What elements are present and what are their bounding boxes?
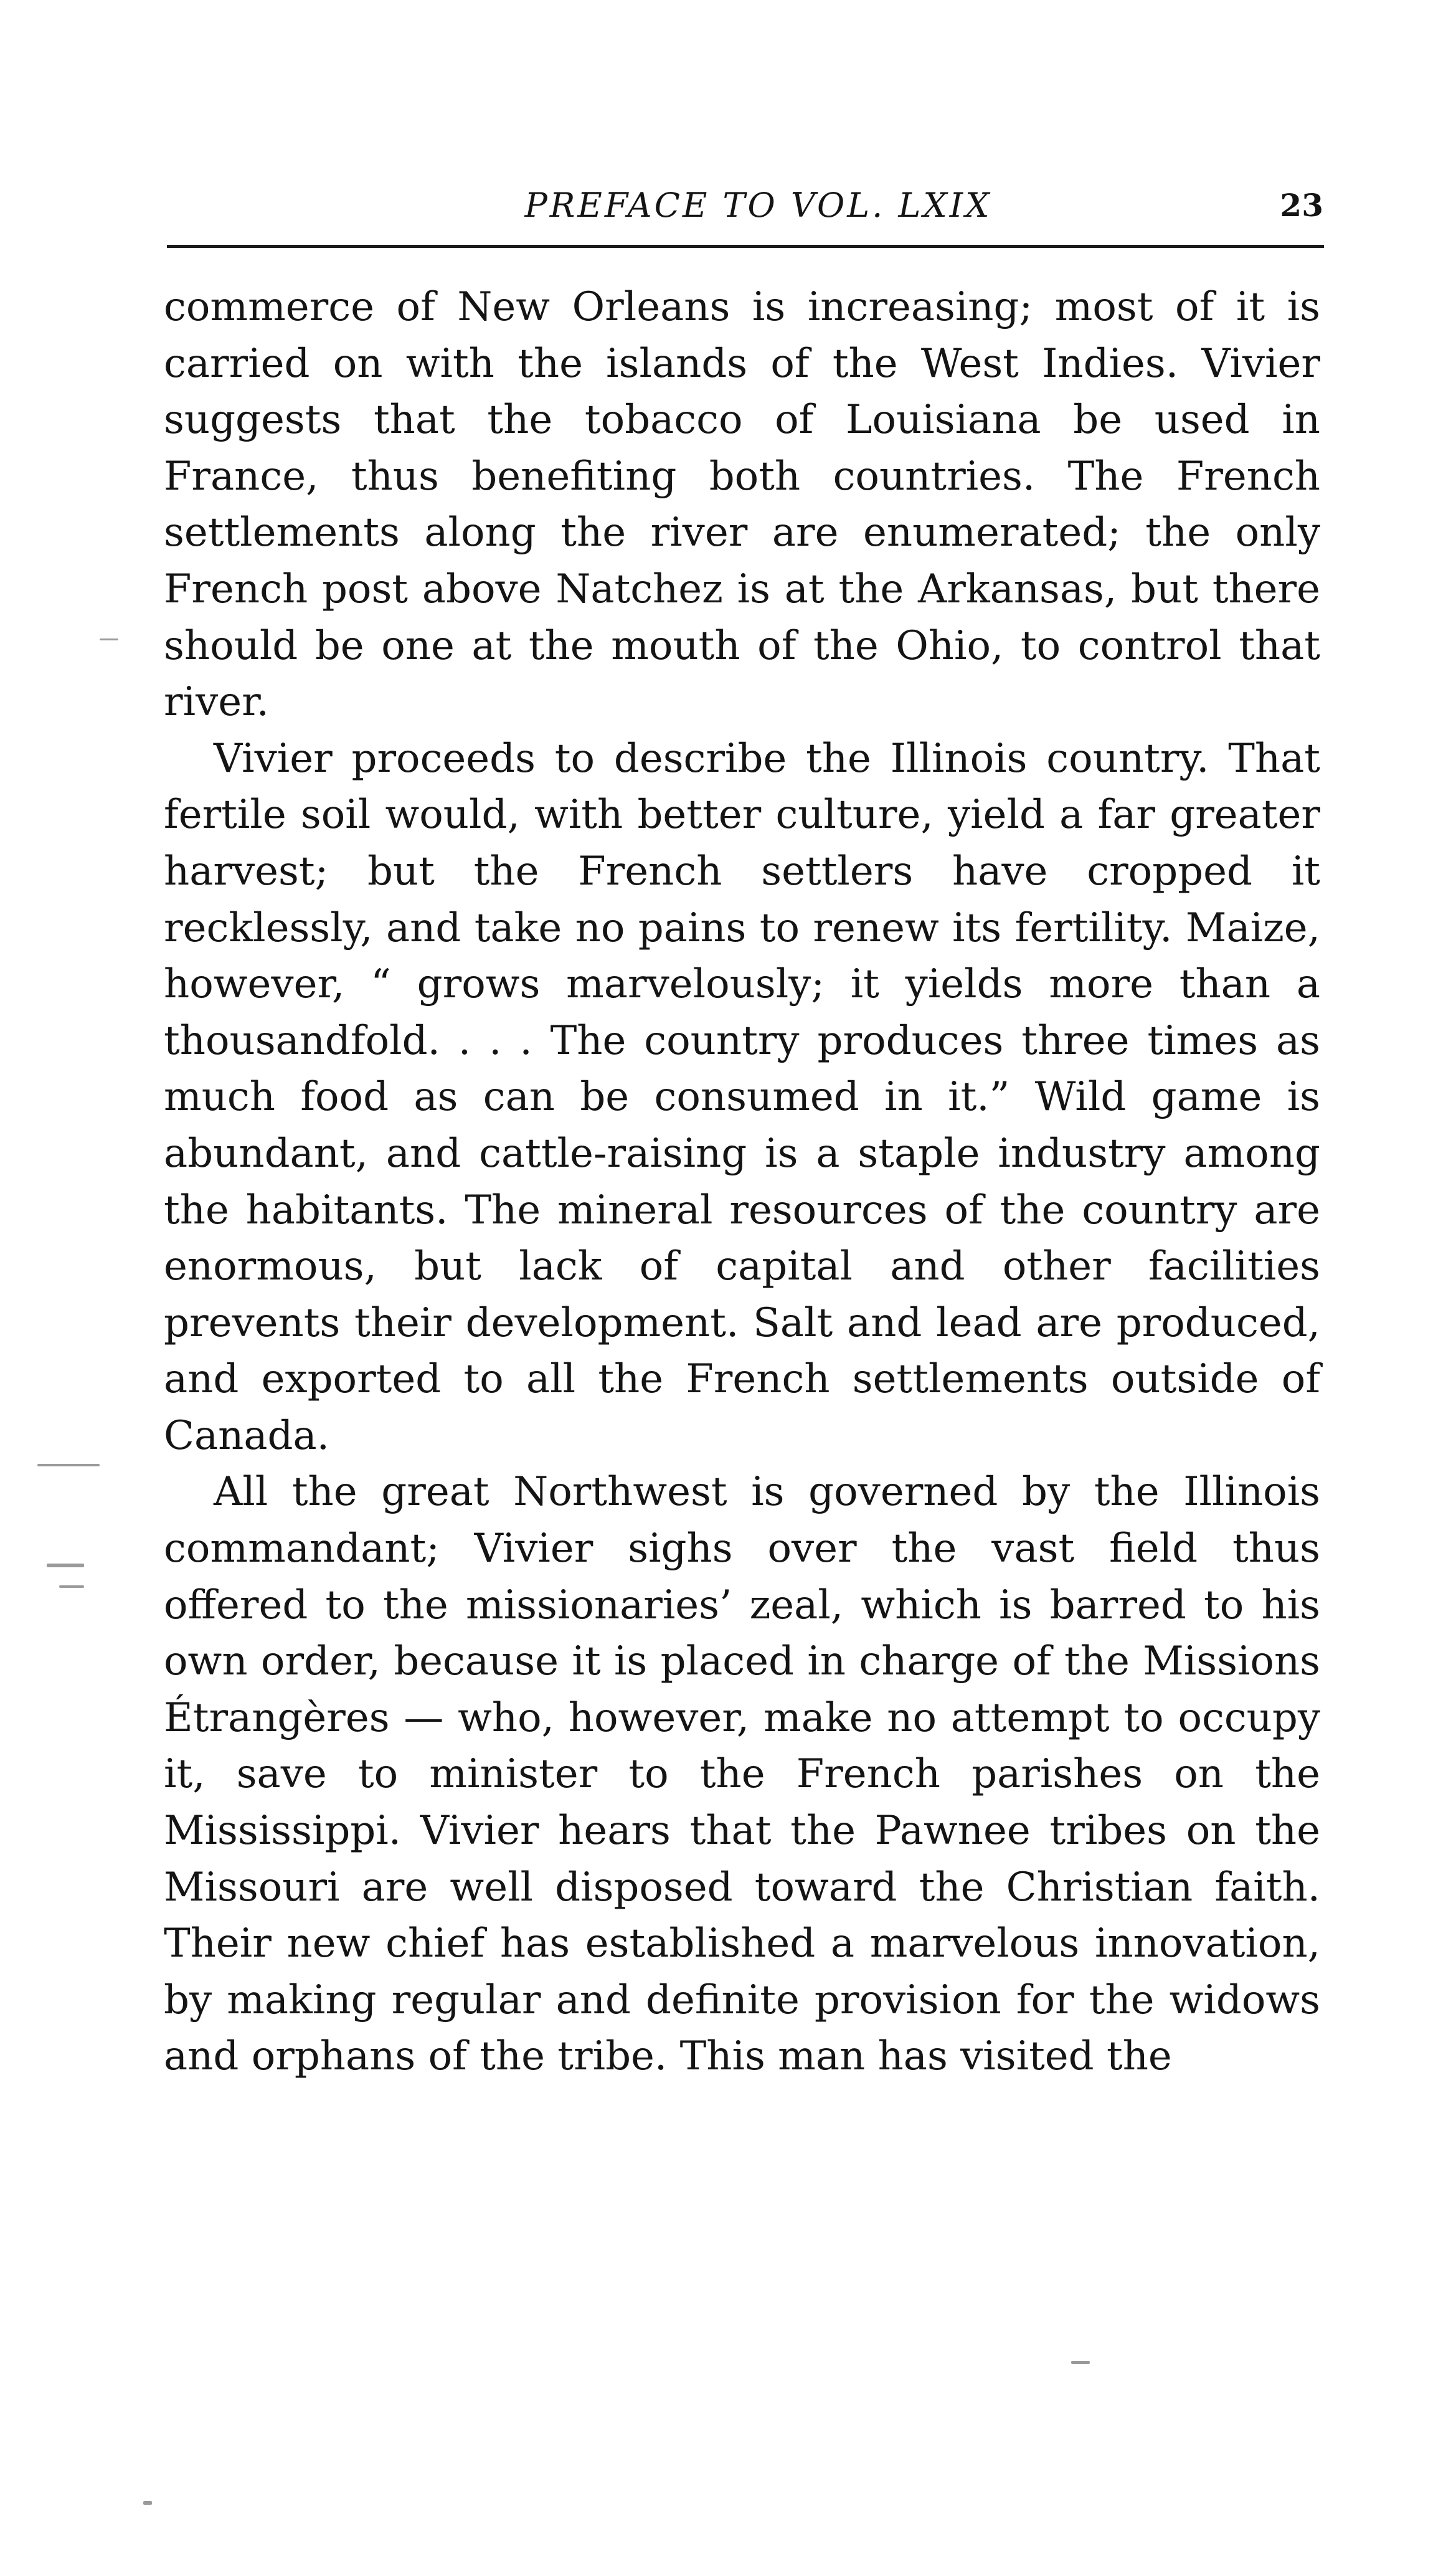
paragraph-3: All the great Northwest is governed by the Illinois commandant; Vivier sighs over the vast field thus offered to the missionaries’ zeal, which is barred to his own order, because it is placed in charge of the Missions Étrangères — who, however, make no attempt to occupy it, save to minister to the French parishes on the Mississippi. Vivier hears that the Pawnee tribes on the Missouri are well disposed toward the Christian faith. Their new chief has established a marvelous innovation, by making regular and definite provision for the widows and orphans of the tribe. This man has visited the (164, 1469, 1320, 2080)
header-rule (167, 245, 1324, 248)
scan-speck (100, 638, 118, 640)
scan-speck (1071, 2361, 1090, 2364)
running-title: PREFACE TO VOL. LXIX (524, 186, 992, 225)
running-header (168, 181, 1323, 230)
scan-speck (59, 1585, 84, 1588)
scan-speck (37, 1464, 100, 1466)
scan-speck (143, 2501, 152, 2505)
scan-speck (47, 1564, 84, 1567)
page-number: 23 (1280, 187, 1323, 224)
paragraph-2: Vivier proceeds to describe the Illinois country. That fertile soil would, with better culture, yield a far greater harvest; but the French settlers have cropped it recklessly, and take no pains to renew its fertility. Maize, however, “ grows marvelously; it yields more than a thousandfold. . . . The country produces three times as much food as can be consumed in it.” Wild game is abundant, and cattle-raising is a staple industry among the habitants. The mineral resources of the country are enormous, but lack of capital and other facilities prevents their development. Salt and lead are produced, and exported to all the French settlements outside of Canada. (164, 735, 1320, 1459)
body-text (164, 279, 1320, 2085)
paragraph-1: commerce of New Orleans is increasing; most of it is carried on with the islands of the West Indies. Vivier suggests that the tobacco of Louisiana be used in France, thus benefiting both countries. The French settlements along the river are enumerated; the only French post above Natchez is at the Arkansas, but there should be one at the mouth of the Ohio, to control that river. (164, 284, 1320, 726)
